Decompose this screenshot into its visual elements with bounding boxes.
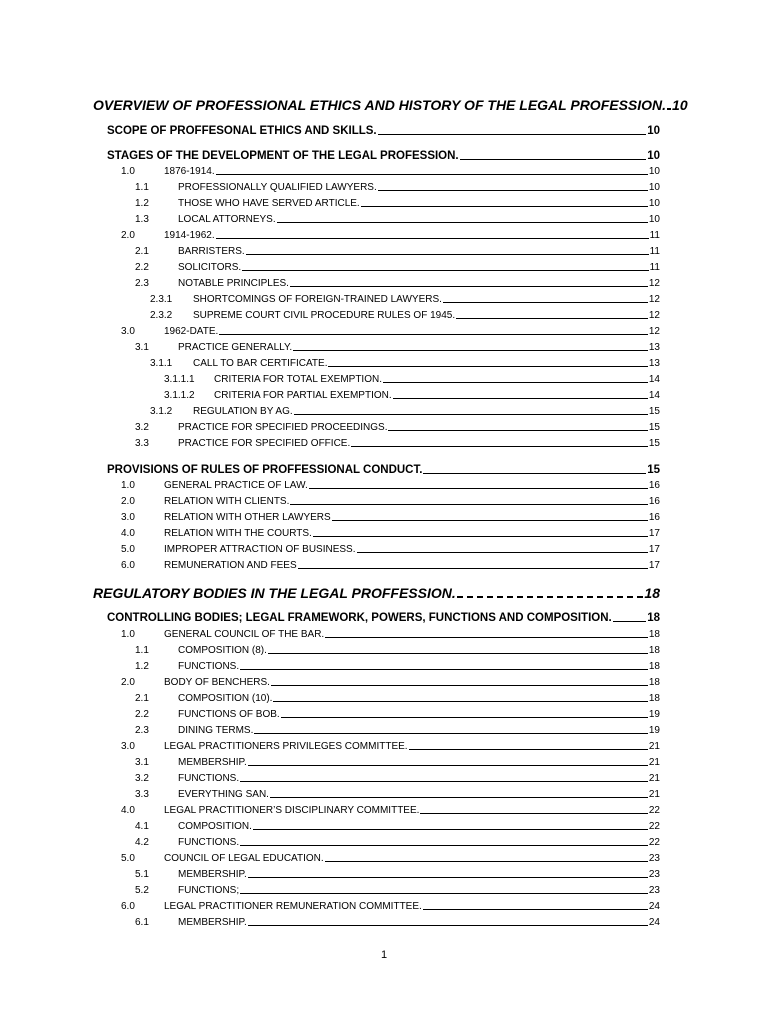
toc-entry-number: 3.1.1.1 xyxy=(164,374,195,385)
toc-leader-line xyxy=(378,134,647,135)
toc-entry-number: 3.1.2 xyxy=(150,406,173,417)
toc-entry-page: 15 xyxy=(648,422,660,433)
toc-entry-page: 23 xyxy=(648,885,660,896)
toc-entry[interactable] xyxy=(121,324,660,337)
toc-entry-title: EVERYTHING SAN. xyxy=(178,789,269,800)
toc-leader-line xyxy=(409,749,648,750)
toc-leader-line xyxy=(357,552,648,553)
toc-entry-title: GENERAL PRACTICE OF LAW. xyxy=(164,480,308,491)
toc-leader-line xyxy=(456,318,648,319)
toc-entry-title: PRACTICE FOR SPECIFIED OFFICE. xyxy=(178,438,351,449)
toc-entry[interactable] xyxy=(135,659,660,672)
toc-entry-page: 16 xyxy=(648,512,660,523)
toc-entry-number: 2.1 xyxy=(135,246,149,257)
toc-leader-line xyxy=(361,206,648,207)
toc-entry[interactable] xyxy=(107,122,660,137)
toc-entry[interactable] xyxy=(107,147,660,162)
toc-entry[interactable] xyxy=(121,899,660,912)
toc-entry-number: 2.2 xyxy=(135,262,149,273)
toc-entry-page: 21 xyxy=(648,789,660,800)
toc-entry[interactable] xyxy=(135,340,660,353)
toc-leader-line xyxy=(423,473,646,474)
toc-entry[interactable] xyxy=(121,558,660,571)
toc-leader-line xyxy=(277,222,648,223)
toc-entry-title: CRITERIA FOR TOTAL EXEMPTION. xyxy=(214,374,382,385)
toc-entry-page: 10 xyxy=(648,166,660,177)
toc-entry-title: GENERAL COUNCIL OF THE BAR. xyxy=(164,629,325,640)
toc-leader-line xyxy=(423,909,648,910)
toc-entry-page: 22 xyxy=(648,805,660,816)
toc-entry-title: SOLICITORS. xyxy=(178,262,242,273)
toc-entry-title: IMPROPER ATTRACTION OF BUSINESS. xyxy=(164,544,356,555)
toc-entry-title: MEMBERSHIP. xyxy=(178,757,247,768)
toc-leader-line xyxy=(325,637,648,638)
toc-entry[interactable] xyxy=(135,883,660,896)
toc-leader-line xyxy=(270,797,648,798)
toc-entry-page: 11 xyxy=(649,262,660,273)
toc-entry[interactable] xyxy=(135,787,660,800)
toc-entry[interactable] xyxy=(164,372,660,385)
toc-entry[interactable] xyxy=(135,819,660,832)
toc-entry-title: CALL TO BAR CERTIFICATE. xyxy=(193,358,328,369)
toc-leader-line xyxy=(248,877,648,878)
toc-entry-number: 2.1 xyxy=(135,693,149,704)
toc-entry-number: 1.2 xyxy=(135,661,149,672)
toc-entry-number: 5.1 xyxy=(135,869,149,880)
toc-leader-line xyxy=(443,302,648,303)
toc-leader-line xyxy=(378,190,648,191)
toc-entry-number: 3.3 xyxy=(135,438,149,449)
toc-entry-title: 1962-DATE. xyxy=(164,326,219,337)
toc-leader-line xyxy=(351,446,648,447)
toc-entry[interactable] xyxy=(121,478,660,491)
toc-entry-page: 14 xyxy=(648,374,660,385)
toc-entry-title: OVERVIEW OF PROFESSIONAL ETHICS AND HISTORY OF THE LEGAL PROFESSION. xyxy=(93,97,667,113)
toc-entry-title: REGULATORY BODIES IN THE LEGAL PROFFESSION. xyxy=(93,585,456,601)
toc-entry-page: 12 xyxy=(648,278,660,289)
toc-entry-page: 19 xyxy=(648,709,660,720)
toc-entry-page: 22 xyxy=(648,821,660,832)
toc-entry[interactable] xyxy=(135,915,660,928)
toc-entry-title: LEGAL PRACTITIONERS PRIVILEGES COMMITTEE. xyxy=(164,741,408,752)
toc-entry-title: REMUNERATION AND FEES xyxy=(164,560,297,571)
toc-entry[interactable] xyxy=(135,436,660,449)
toc-entry-number: 3.1.1 xyxy=(150,358,173,369)
toc-entry[interactable] xyxy=(121,803,660,816)
toc-entry-title: PROFESSIONALLY QUALIFIED LAWYERS. xyxy=(178,182,377,193)
toc-entry-number: 2.0 xyxy=(121,496,135,507)
toc-entry-title: SUPREME COURT CIVIL PROCEDURE RULES OF 1945. xyxy=(193,310,456,321)
toc-entry[interactable] xyxy=(135,643,660,656)
toc-entry-title: SCOPE OF PROFFESONAL ETHICS AND SKILLS. xyxy=(107,125,377,137)
toc-leader-line xyxy=(457,596,644,598)
toc-entry[interactable] xyxy=(135,771,660,784)
toc-entry-title: COMPOSITION (8). xyxy=(178,645,267,656)
toc-entry[interactable] xyxy=(150,308,660,321)
toc-entry-number: 1.0 xyxy=(121,629,135,640)
toc-entry[interactable] xyxy=(150,404,660,417)
toc-entry-page: 18 xyxy=(644,585,660,601)
toc-entry-number: 3.0 xyxy=(121,512,135,523)
toc-entry-number: 2.3.1 xyxy=(150,294,173,305)
page-number: 1 xyxy=(380,949,388,961)
toc-entry-title: LEGAL PRACTITIONER REMUNERATION COMMITTEE. xyxy=(164,901,422,912)
toc-entry-title: THOSE WHO HAVE SERVED ARTICLE. xyxy=(178,198,360,209)
toc-leader-line xyxy=(328,366,647,367)
toc-entry-page: 13 xyxy=(648,358,660,369)
toc-leader-line xyxy=(298,568,648,569)
toc-leader-line xyxy=(383,382,648,383)
toc-entry-page: 12 xyxy=(648,294,660,305)
toc-entry[interactable] xyxy=(121,739,660,752)
toc-entry-title: 1914-1962. xyxy=(164,230,215,241)
toc-entry-title: PRACTICE GENERALLY. xyxy=(178,342,293,353)
toc-entry[interactable] xyxy=(121,228,660,241)
toc-entry[interactable] xyxy=(121,627,660,640)
toc-entry[interactable] xyxy=(107,461,660,476)
toc-entry[interactable] xyxy=(135,723,660,736)
toc-entry-title: SHORTCOMINGS OF FOREIGN-TRAINED LAWYERS. xyxy=(193,294,442,305)
toc-entry-page: 18 xyxy=(647,612,660,624)
toc-entry-title: COUNCIL OF LEGAL EDUCATION. xyxy=(164,853,324,864)
toc-entry-page: 19 xyxy=(648,725,660,736)
toc-entry-title: 1876-1914. xyxy=(164,166,215,177)
toc-entry-title: MEMBERSHIP. xyxy=(178,917,247,928)
toc-entry[interactable] xyxy=(135,260,660,273)
toc-entry-title: LEGAL PRACTITIONER’S DISCIPLINARY COMMITTEE. xyxy=(164,805,420,816)
toc-entry-title: COMPOSITION (10). xyxy=(178,693,273,704)
toc-entry[interactable] xyxy=(135,835,660,848)
toc-entry-page: 10 xyxy=(672,97,688,113)
toc-entry-page: 11 xyxy=(649,246,660,257)
toc-entry[interactable] xyxy=(121,164,660,177)
toc-entry-number: 4.0 xyxy=(121,528,135,539)
toc-entry-number: 3.1.1.2 xyxy=(164,390,195,401)
toc-entry[interactable] xyxy=(93,583,660,601)
toc-leader-line xyxy=(294,414,648,415)
toc-leader-line xyxy=(290,286,648,287)
toc-leader-line xyxy=(219,334,648,335)
toc-entry-title: REGULATION BY AG. xyxy=(193,406,293,417)
toc-entry-title: NOTABLE PRINCIPLES. xyxy=(178,278,289,289)
toc-entry-page: 17 xyxy=(648,560,660,571)
toc-entry-number: 1.1 xyxy=(135,645,149,656)
toc-entry[interactable] xyxy=(135,867,660,880)
toc-entry-title: CRITERIA FOR PARTIAL EXEMPTION. xyxy=(214,390,392,401)
toc-entry-title: MEMBERSHIP. xyxy=(178,869,247,880)
toc-entry-page: 10 xyxy=(647,150,660,162)
toc-entry-number: 3.0 xyxy=(121,741,135,752)
toc-entry-title: COMPOSITION. xyxy=(178,821,252,832)
toc-leader-line xyxy=(420,813,647,814)
toc-leader-line xyxy=(240,781,648,782)
toc-entry-number: 4.1 xyxy=(135,821,149,832)
toc-entry-title: LOCAL ATTORNEYS. xyxy=(178,214,276,225)
toc-entry-number: 1.0 xyxy=(121,166,135,177)
toc-entry-page: 15 xyxy=(648,406,660,417)
toc-leader-line xyxy=(613,621,646,622)
toc-leader-line xyxy=(271,685,648,686)
toc-entry-number: 2.0 xyxy=(121,230,135,241)
toc-entry-title: RELATION WITH CLIENTS. xyxy=(164,496,290,507)
toc-entry-page: 12 xyxy=(648,326,660,337)
toc-entry-title: FUNCTIONS. xyxy=(178,661,240,672)
toc-entry-number: 3.2 xyxy=(135,422,149,433)
toc-entry-page: 10 xyxy=(647,125,660,137)
toc-entry-page: 12 xyxy=(648,310,660,321)
toc-entry-page: 18 xyxy=(648,693,660,704)
toc-entry[interactable] xyxy=(121,510,660,523)
toc-entry-number: 3.2 xyxy=(135,773,149,784)
toc-entry[interactable] xyxy=(150,292,660,305)
toc-leader-line xyxy=(240,893,648,894)
toc-leader-line xyxy=(240,669,648,670)
toc-entry-title: FUNCTIONS OF BOB. xyxy=(178,709,280,720)
toc-entry-page: 21 xyxy=(648,741,660,752)
toc-leader-line xyxy=(281,717,648,718)
toc-entry-number: 4.0 xyxy=(121,805,135,816)
toc-entry-number: 2.3 xyxy=(135,278,149,289)
toc-entry-number: 4.2 xyxy=(135,837,149,848)
toc-entry-title: PROVISIONS OF RULES OF PROFFESSIONAL CONDUCT. xyxy=(107,464,423,476)
toc-entry-title: FUNCTIONS; xyxy=(178,885,240,896)
toc-leader-line xyxy=(309,488,648,489)
toc-leader-line xyxy=(248,765,648,766)
toc-leader-line xyxy=(246,254,649,255)
toc-entry-title: FUNCTIONS. xyxy=(178,837,240,848)
toc-entry-page: 22 xyxy=(648,837,660,848)
toc-entry-title: BARRISTERS. xyxy=(178,246,245,257)
toc-entry-number: 3.1 xyxy=(135,342,149,353)
toc-leader-line xyxy=(313,536,648,537)
toc-entry-title: FUNCTIONS. xyxy=(178,773,240,784)
toc-entry-number: 6.0 xyxy=(121,560,135,571)
toc-entry-title: PRACTICE FOR SPECIFIED PROCEEDINGS. xyxy=(178,422,388,433)
toc-leader-line xyxy=(253,829,648,830)
toc-leader-line xyxy=(290,504,647,505)
toc-entry[interactable] xyxy=(135,244,660,257)
toc-entry-title: CONTROLLING BODIES; LEGAL FRAMEWORK, POWERS, FUNCTIONS AND COMPOSITION. xyxy=(107,612,612,624)
toc-leader-line xyxy=(254,733,647,734)
toc-entry[interactable] xyxy=(135,212,660,225)
toc-entry-title: RELATION WITH OTHER LAWYERS xyxy=(164,512,331,523)
toc-entry[interactable] xyxy=(135,691,660,704)
toc-leader-line xyxy=(242,270,648,271)
toc-entry-page: 23 xyxy=(648,869,660,880)
toc-leader-line xyxy=(248,925,648,926)
toc-entry-page: 10 xyxy=(648,182,660,193)
toc-leader-line xyxy=(393,398,648,399)
toc-entry-number: 1.0 xyxy=(121,480,135,491)
toc-entry-page: 21 xyxy=(648,757,660,768)
toc-leader-line xyxy=(293,350,648,351)
toc-entry-page: 15 xyxy=(647,464,660,476)
toc-entry-page: 18 xyxy=(648,661,660,672)
toc-entry[interactable] xyxy=(135,276,660,289)
toc-entry[interactable] xyxy=(135,707,660,720)
toc-leader-line xyxy=(216,174,648,175)
toc-entry-number: 3.1 xyxy=(135,757,149,768)
toc-entry-page: 17 xyxy=(648,544,660,555)
toc-entry[interactable] xyxy=(121,494,660,507)
toc-entry-page: 16 xyxy=(648,496,660,507)
toc-entry-page: 14 xyxy=(648,390,660,401)
toc-entry-number: 5.2 xyxy=(135,885,149,896)
toc-leader-line xyxy=(216,238,649,239)
toc-entry-page: 10 xyxy=(648,214,660,225)
toc-entry-number: 2.3.2 xyxy=(150,310,173,321)
toc-entry-title: BODY OF BENCHERS. xyxy=(164,677,270,688)
toc-entry[interactable] xyxy=(135,420,660,433)
toc-entry-page: 24 xyxy=(648,901,660,912)
toc-leader-line xyxy=(325,861,648,862)
toc-leader-line xyxy=(667,108,671,110)
toc-entry-page: 24 xyxy=(648,917,660,928)
toc-entry-number: 2.3 xyxy=(135,725,149,736)
toc-entry[interactable] xyxy=(135,196,660,209)
toc-entry[interactable] xyxy=(121,526,660,539)
toc-entry[interactable] xyxy=(164,388,660,401)
toc-entry-page: 17 xyxy=(648,528,660,539)
toc-entry-number: 6.0 xyxy=(121,901,135,912)
toc-entry-number: 2.0 xyxy=(121,677,135,688)
toc-entry-number: 1.1 xyxy=(135,182,149,193)
toc-entry-page: 11 xyxy=(649,230,660,241)
toc-entry-page: 10 xyxy=(648,198,660,209)
toc-entry[interactable] xyxy=(121,675,660,688)
toc-leader-line xyxy=(460,159,647,160)
toc-entry[interactable] xyxy=(121,851,660,864)
toc-entry-page: 18 xyxy=(648,629,660,640)
toc-leader-line xyxy=(332,520,648,521)
toc-leader-line xyxy=(268,653,648,654)
toc-leader-line xyxy=(240,845,648,846)
toc-entry-number: 1.2 xyxy=(135,198,149,209)
toc-leader-line xyxy=(273,701,647,702)
toc-entry-number: 6.1 xyxy=(135,917,149,928)
toc-entry-number: 3.3 xyxy=(135,789,149,800)
toc-entry-number: 1.3 xyxy=(135,214,149,225)
toc-entry[interactable] xyxy=(150,356,660,369)
toc-entry-page: 13 xyxy=(648,342,660,353)
toc-entry-page: 15 xyxy=(648,438,660,449)
toc-entry-number: 2.2 xyxy=(135,709,149,720)
toc-entry-page: 23 xyxy=(648,853,660,864)
toc-entry-number: 5.0 xyxy=(121,544,135,555)
toc-entry[interactable] xyxy=(121,542,660,555)
toc-entry-number: 5.0 xyxy=(121,853,135,864)
toc-entry[interactable] xyxy=(135,755,660,768)
toc-entry-page: 16 xyxy=(648,480,660,491)
toc-entry-page: 18 xyxy=(648,677,660,688)
toc-entry-title: DINING TERMS. xyxy=(178,725,254,736)
toc-leader-line xyxy=(388,430,647,431)
toc-entry[interactable] xyxy=(93,95,688,113)
toc-entry-page: 21 xyxy=(648,773,660,784)
toc-entry-number: 3.0 xyxy=(121,326,135,337)
toc-entry-title: STAGES OF THE DEVELOPMENT OF THE LEGAL PROFESSION. xyxy=(107,150,459,162)
toc-entry[interactable] xyxy=(107,609,660,624)
toc-entry[interactable] xyxy=(135,180,660,193)
toc-entry-title: RELATION WITH THE COURTS. xyxy=(164,528,312,539)
toc-entry-page: 18 xyxy=(648,645,660,656)
